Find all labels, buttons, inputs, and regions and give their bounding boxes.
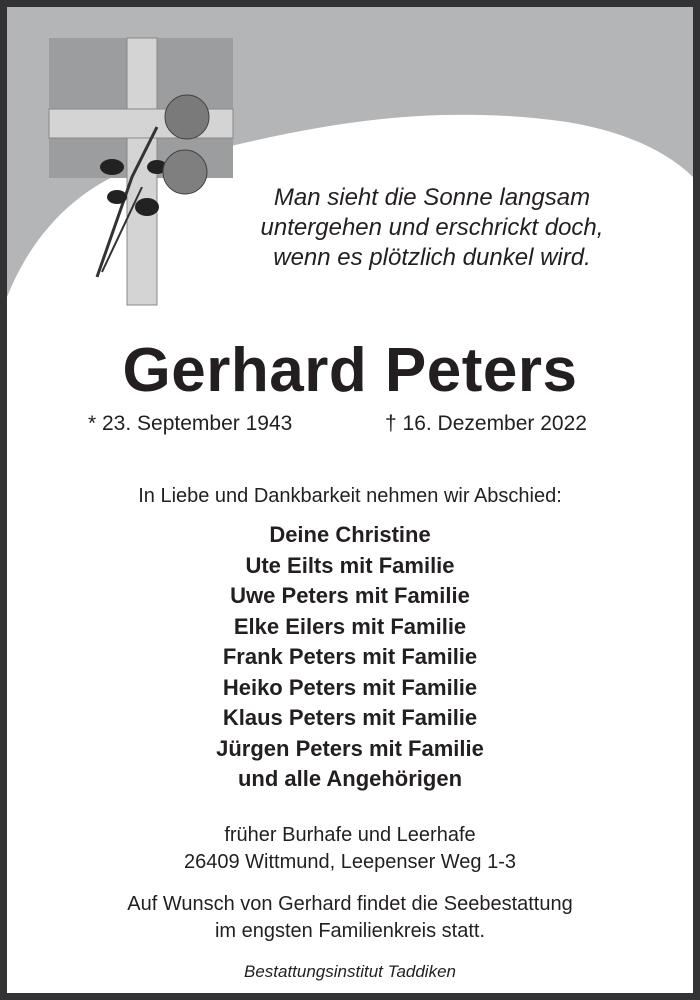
family-member: Heiko Peters mit Familie bbox=[222, 674, 478, 700]
birth-date: * 23. September 1943 bbox=[88, 412, 293, 435]
quote-line: untergehen und erschrickt doch, bbox=[260, 214, 604, 241]
family-member: Uwe Peters mit Familie bbox=[230, 583, 470, 608]
funeral-home: Bestattungsinstitut Taddiken bbox=[243, 962, 456, 981]
family-member: Klaus Peters mit Familie bbox=[222, 705, 478, 730]
family-list bbox=[7, 520, 693, 795]
note-line: Auf Wunsch von Gerhard findet die Seebestattung bbox=[127, 893, 573, 915]
quote-line: Man sieht die Sonne langsam bbox=[273, 184, 591, 211]
family-member: Ute Eilts mit Familie bbox=[245, 552, 455, 578]
address-line: früher Burhafe und Leerhafe bbox=[224, 824, 476, 846]
family-member: und alle Angehörigen bbox=[237, 766, 463, 791]
farewell-intro: In Liebe und Dankbarkeit nehmen wir Abschied: bbox=[138, 485, 562, 507]
quote-line: wenn es plötzlich dunkel wird. bbox=[273, 244, 591, 271]
note-line: im engsten Familienkreis statt. bbox=[214, 920, 486, 942]
burial-note bbox=[7, 891, 693, 945]
memorial-quote bbox=[232, 183, 632, 273]
deceased-name: Gerhard Peters bbox=[122, 336, 578, 405]
family-member: Frank Peters mit Familie bbox=[222, 644, 478, 669]
family-member: Deine Christine bbox=[269, 522, 431, 547]
address-line: 26409 Wittmund, Leepenser Weg 1-3 bbox=[183, 851, 517, 873]
address bbox=[7, 822, 693, 876]
family-member: Elke Eilers mit Familie bbox=[233, 613, 467, 639]
death-date: † 16. Dezember 2022 bbox=[385, 412, 587, 435]
family-member: Jürgen Peters mit Familie bbox=[216, 735, 484, 761]
